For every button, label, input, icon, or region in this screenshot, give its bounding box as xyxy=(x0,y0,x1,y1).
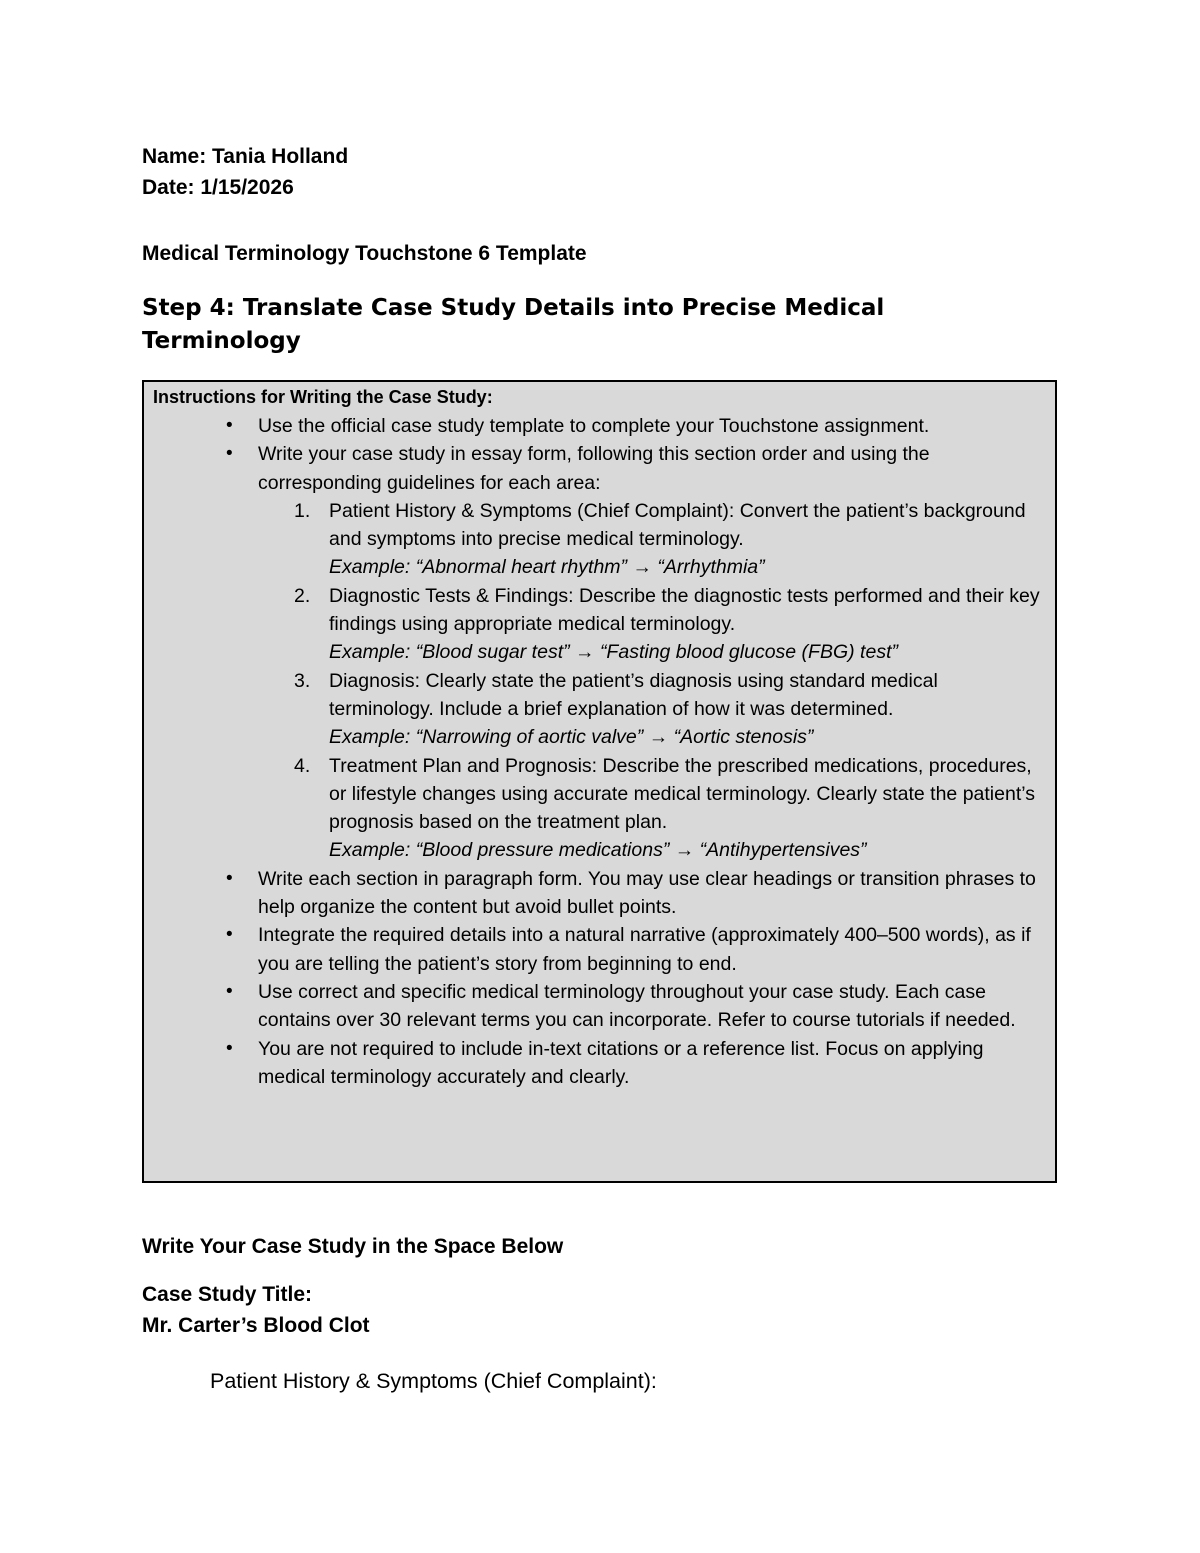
instructions-heading: Instructions for Writing the Case Study: xyxy=(153,387,493,407)
instructions-box xyxy=(142,380,1057,1183)
bullet-icon: • xyxy=(226,1037,233,1059)
section-example: Example: “Narrowing of aortic valve” → “Aortic stenosis” xyxy=(329,726,814,749)
bullet-text: Write each section in paragraph form. You may use clear headings or transition phrases to help organize the content but avoid bullet points. xyxy=(258,867,1036,919)
bullet-icon: • xyxy=(226,980,233,1002)
section-text: Patient History & Symptoms (Chief Complaint): Convert the patient’s background and symptoms into precise medical terminology. xyxy=(329,499,1026,551)
section-item xyxy=(144,752,1049,865)
list-item xyxy=(144,440,1057,864)
bullet-text: Use the official case study template to complete your Touchstone assignment. xyxy=(258,415,930,437)
list-item xyxy=(144,865,1057,922)
section-number: 1. xyxy=(294,499,311,522)
section-text: Treatment Plan and Prognosis: Describe the prescribed medications, procedures, or lifestyle changes using accurate medical terminology. Clearly state the patient’s prognosis based on the treatment plan. xyxy=(329,754,1035,834)
case-title-value: Mr. Carter’s Blood Clot xyxy=(142,1314,370,1337)
step-title: Step 4: Translate Case Study Details into Precise Medical Terminology xyxy=(142,295,885,354)
bullet-icon: • xyxy=(226,443,233,465)
section-number: 4. xyxy=(294,754,311,777)
section-number: 3. xyxy=(294,669,311,692)
bullet-icon: • xyxy=(226,924,233,946)
section-example: Example: “Blood pressure medications” → “Antihypertensives” xyxy=(329,839,867,862)
sections-list xyxy=(258,497,1049,865)
bullet-text: Integrate the required details into a natural narrative (approximately 400–500 words), as if you are telling the patient’s story from beginning to end. xyxy=(258,924,1031,975)
list-item xyxy=(144,921,1057,978)
list-item xyxy=(144,1035,1057,1092)
date-line: Date: 1/15/2026 xyxy=(142,176,294,199)
list-item xyxy=(144,978,1057,1035)
section-number: 2. xyxy=(294,584,311,607)
patient-history-heading: Patient History & Symptoms (Chief Complaint): xyxy=(210,1369,657,1393)
bullet-icon: • xyxy=(226,415,233,436)
section-text: Diagnostic Tests & Findings: Describe the diagnostic tests performed and their key findings using appropriate medical terminology. xyxy=(329,584,1040,636)
section-item xyxy=(144,667,1049,752)
instructions-list xyxy=(144,412,1057,1091)
bullet-text: Write your case study in essay form, following this section order and using the corresponding guidelines for each area: xyxy=(258,443,930,494)
section-example: Example: “Blood sugar test” → “Fasting blood glucose (FBG) test” xyxy=(329,641,898,664)
section-item xyxy=(144,497,1049,582)
section-item xyxy=(144,582,1049,667)
bullet-text: Use correct and specific medical terminology throughout your case study. Each case contains over 30 relevant terms you can incorporate. Refer to course tutorials if needed. xyxy=(258,980,1016,1032)
write-heading: Write Your Case Study in the Space Below xyxy=(142,1235,564,1258)
bullet-icon: • xyxy=(226,867,233,889)
template-title: Medical Terminology Touchstone 6 Template xyxy=(142,242,587,265)
bullet-text: You are not required to include in-text citations or a reference list. Focus on applying medical terminology accurately and clearly. xyxy=(258,1037,984,1088)
name-line: Name: Tania Holland xyxy=(142,145,349,168)
section-example: Example: “Abnormal heart rhythm” → “Arrhythmia” xyxy=(329,556,765,579)
case-title-label: Case Study Title: xyxy=(142,1283,312,1306)
list-item xyxy=(144,412,1057,440)
section-text: Diagnosis: Clearly state the patient’s diagnosis using standard medical terminology. Include a brief explanation of how it was determined. xyxy=(329,669,938,720)
